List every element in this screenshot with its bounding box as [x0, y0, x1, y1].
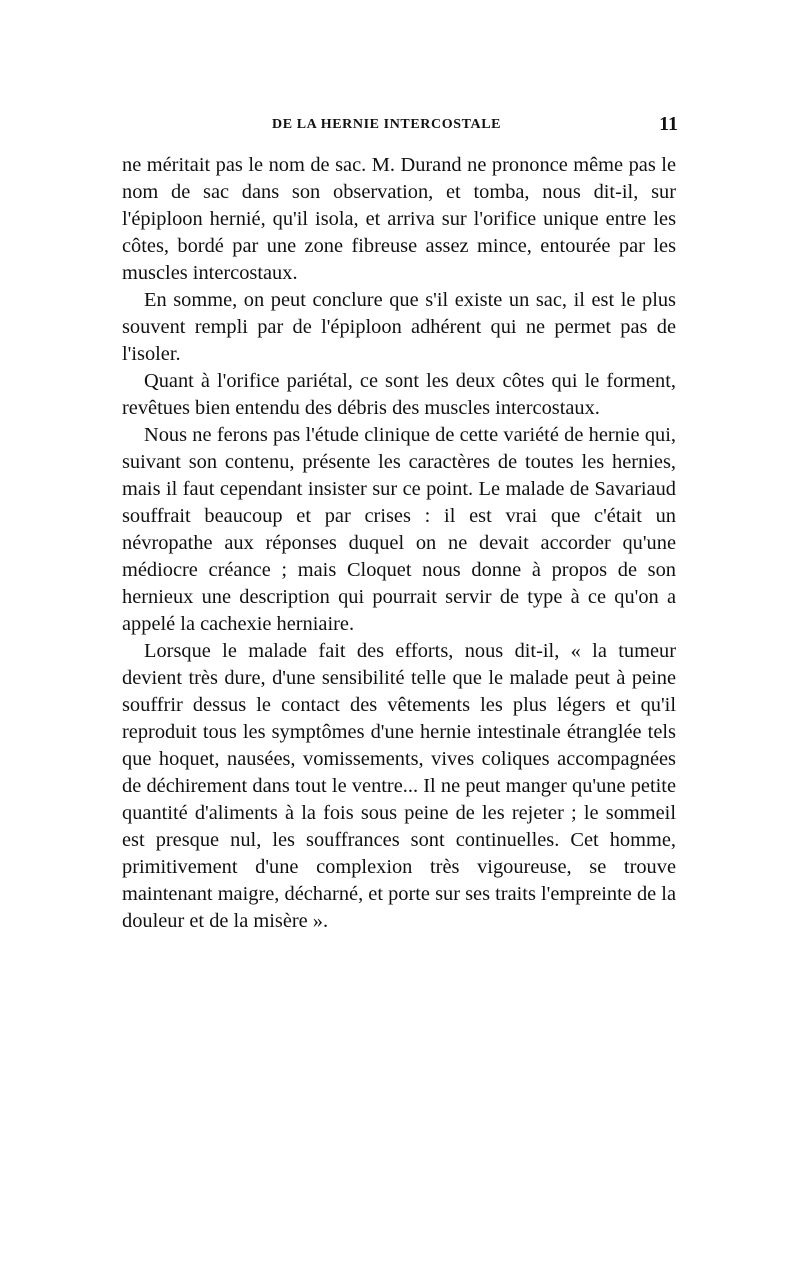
paragraph-continuation: ne méritait pas le nom de sac. M. Durand ne prononce même pas le nom de sac dans son observation, et tomba, nous dit-il, sur l'épiploon hernié, qu'il isola, et arriva sur l'orifice unique entre les côtes, bordé par une zone fibreuse assez mince, entourée par les muscles intercostaux. — [122, 154, 676, 284]
running-title: DE LA HERNIE INTERCOSTALE — [272, 117, 502, 132]
paragraph-orifice-parietal: Quant à l'orifice pariétal, ce sont les deux côtes qui le forment, revêtues bien entendu des débris des muscles intercostaux. — [122, 370, 676, 419]
paragraph-etude-clinique: Nous ne ferons pas l'étude clinique de cette variété de hernie qui, suivant son contenu, présente les caractères de toutes les hernies, mais il faut cependant insister sur ce point. Le malade de Savariaud souffrait beaucoup et par crises : il est vrai que c'était un névropathe aux réponses duquel on ne devait accorder qu'une médiocre créance ; mais Cloquet nous donne à propos de son hernieux une description qui pourrait servir de type à ce qu'on a appelé la cachexie herniaire. — [122, 424, 676, 635]
paragraph-en-somme: En somme, on peut conclure que s'il existe un sac, il est le plus souvent rempli par de l'épiploon adhérent qui ne permet pas de l'isoler. — [122, 289, 676, 365]
body-text — [122, 152, 676, 935]
paragraph-citation-cloquet: Lorsque le malade fait des efforts, nous dit-il, « la tumeur devient très dure, d'une sensibilité telle que le malade peut à peine souffrir dessus le contact des vêtements les plus légers et qu'il reproduit tous les symptômes d'une hernie intestinale étranglée tels que hoquet, nausées, vomissements, vives coliques accompagnées de déchirement dans tout le ventre... Il ne peut manger qu'une petite quantité d'aliments à la fois sous peine de les rejeter ; le sommeil est presque nul, les souffrances sont continuelles. Cet homme, primitivement d'une complexion très vigoureuse, se trouve maintenant maigre, décharné, et porte sur ses traits l'empreinte de la douleur et de la misère ». — [122, 640, 677, 932]
running-head — [122, 113, 678, 141]
page-number: 11 — [659, 113, 678, 135]
